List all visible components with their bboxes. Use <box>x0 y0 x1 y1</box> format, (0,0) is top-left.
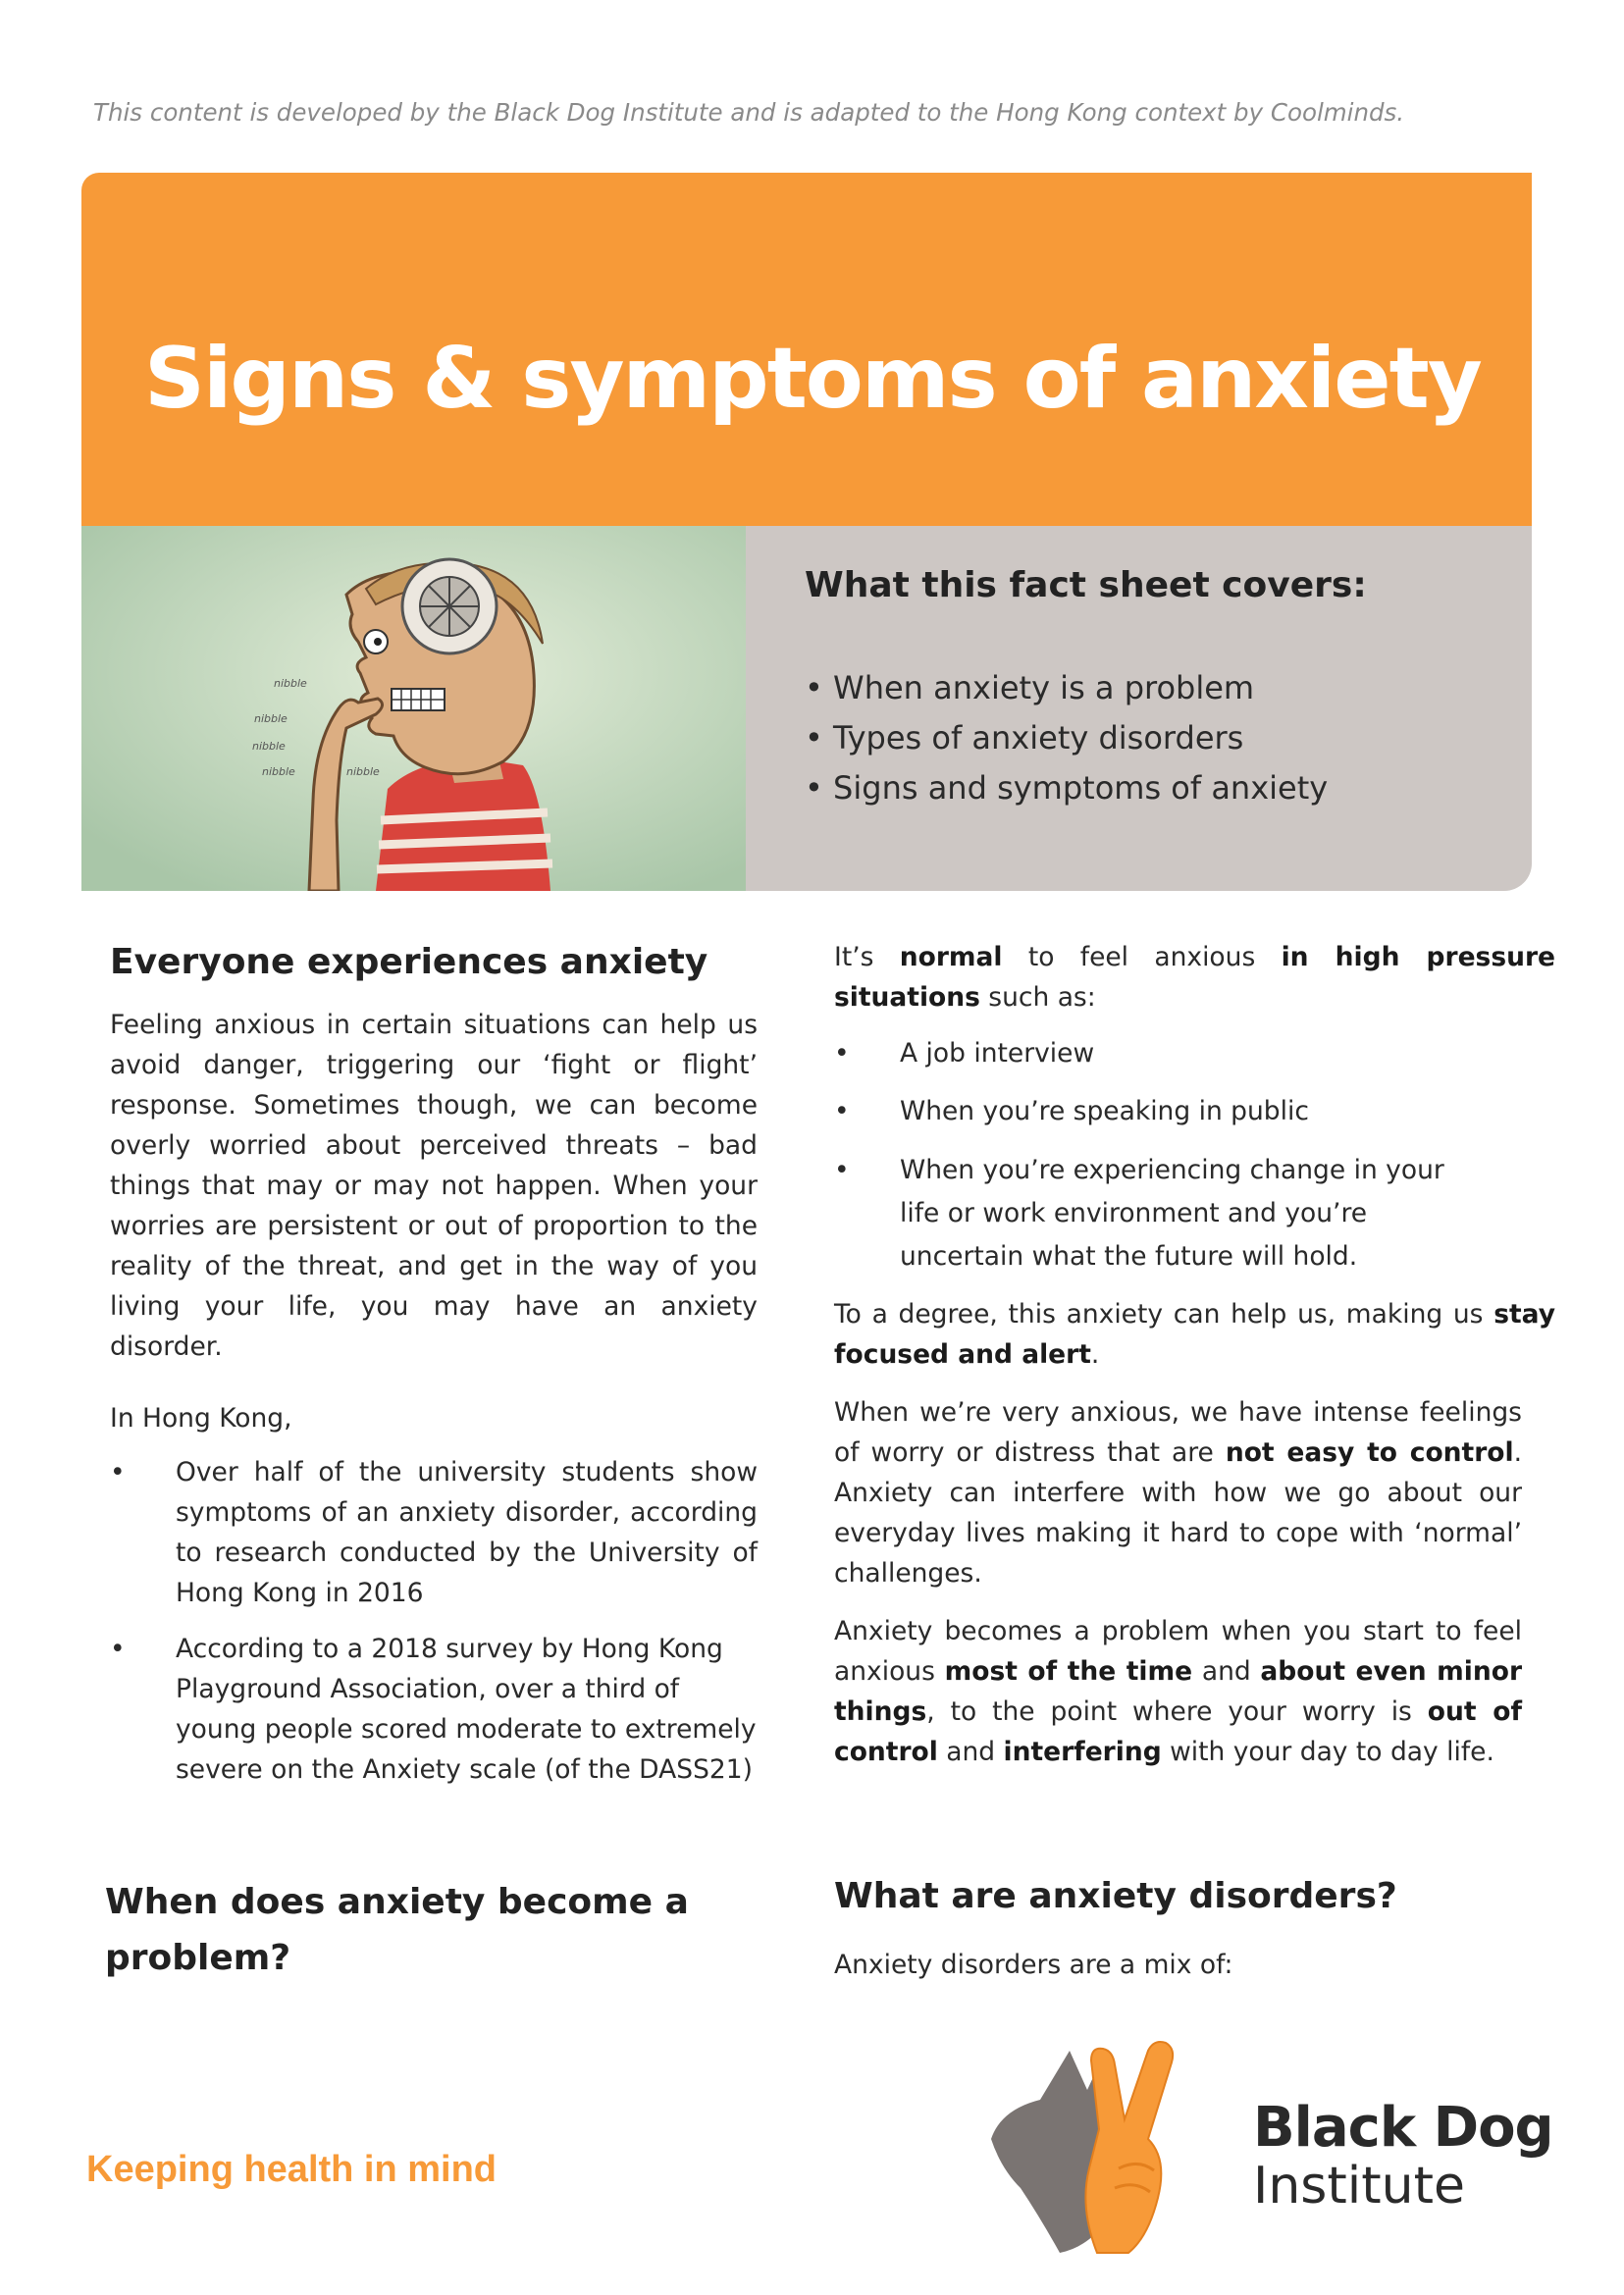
paragraph: To a degree, this anxiety can help us, making us stay focused and alert. <box>834 1299 1555 1370</box>
dog-hand-icon <box>981 2021 1256 2257</box>
logo-line1: Black Dog <box>1253 2096 1553 2160</box>
covers-heading: What this fact sheet covers: <box>805 565 1367 605</box>
svg-text:nibble: nibble <box>262 765 295 778</box>
left-column <box>110 1005 758 1790</box>
list-item: • According to a 2018 survey by Hong Kong Playground Association, over a third of young people scored moderate to extremely severe on the Anxiety scale (of the DASS21) <box>110 1629 758 1790</box>
paragraph: Feeling anxious in certain situations can help us avoid danger, triggering our ‘fight or flight’ response. Sometimes though, we can become overly worried about perceived threats – bad things that may or may not happen. When your worries are persistent or out of proportion to the reality of the threat, and get in the way of you living your life, you may have an anxiety disorder. <box>110 1010 758 1362</box>
list-item: • Types of anxiety disorders <box>805 713 1328 763</box>
paragraph: It’s normal to feel anxious in high pressure situations such as: <box>834 942 1556 1013</box>
anxiety-illustration <box>81 526 746 891</box>
hk-intro: In Hong Kong, <box>110 1403 292 1434</box>
fact-sheet-covers-panel <box>746 526 1532 891</box>
list-item: • When anxiety is a problem <box>805 663 1328 713</box>
disorders-intro <box>834 1945 1521 1985</box>
section-heading-what-disorders: What are anxiety disorders? <box>834 1876 1397 1916</box>
page-title: Signs & symptoms of anxiety <box>144 330 1481 428</box>
footer-tagline: Keeping health in mind <box>86 2149 498 2190</box>
list-item: • Signs and symptoms of anxiety <box>805 763 1328 813</box>
paragraph: Anxiety becomes a problem when you start to feel anxious most of the time and about even minor things, to the point where your worry is out of control and interfering with your day to day life. <box>834 1616 1523 1767</box>
list-item: • A job interview <box>834 1033 1555 1073</box>
section-heading-when-problem: When does anxiety become a problem? <box>105 1882 689 1978</box>
svg-text:nibble: nibble <box>274 677 307 690</box>
list-item: • Over half of the university students show symptoms of an anxiety disorder, according to research conducted by the University of Hong Kong in 2016 <box>110 1452 758 1613</box>
paragraph: Anxiety disorders are a mix of: <box>834 1950 1233 1980</box>
svg-text:nibble: nibble <box>346 765 380 778</box>
section-heading-everyone: Everyone experiences anxiety <box>110 942 708 982</box>
disclaimer: This content is developed by the Black Dog Institute and is adapted to the Hong Kong context by Coolminds. <box>93 98 1405 127</box>
title-banner <box>81 173 1532 526</box>
worried-man-icon <box>81 526 746 891</box>
right-column <box>834 937 1555 1772</box>
logo-line2: Institute <box>1253 2157 1465 2216</box>
list-item: • When you’re speaking in public <box>834 1091 1555 1131</box>
covers-list <box>805 663 1328 813</box>
list-item: • When you’re experiencing change in your life or work environment and you’re uncertain what the future will hold. <box>834 1149 1555 1278</box>
svg-text:nibble: nibble <box>252 740 286 753</box>
paragraph: When we’re very anxious, we have intense feelings of worry or distress that are not easy to control. Anxiety can interfere with how we go about our everyday lives making it hard to cope with ‘normal’ challenges. <box>834 1397 1522 1589</box>
svg-text:nibble: nibble <box>254 712 288 725</box>
logo-wordmark <box>1253 2096 1553 2216</box>
